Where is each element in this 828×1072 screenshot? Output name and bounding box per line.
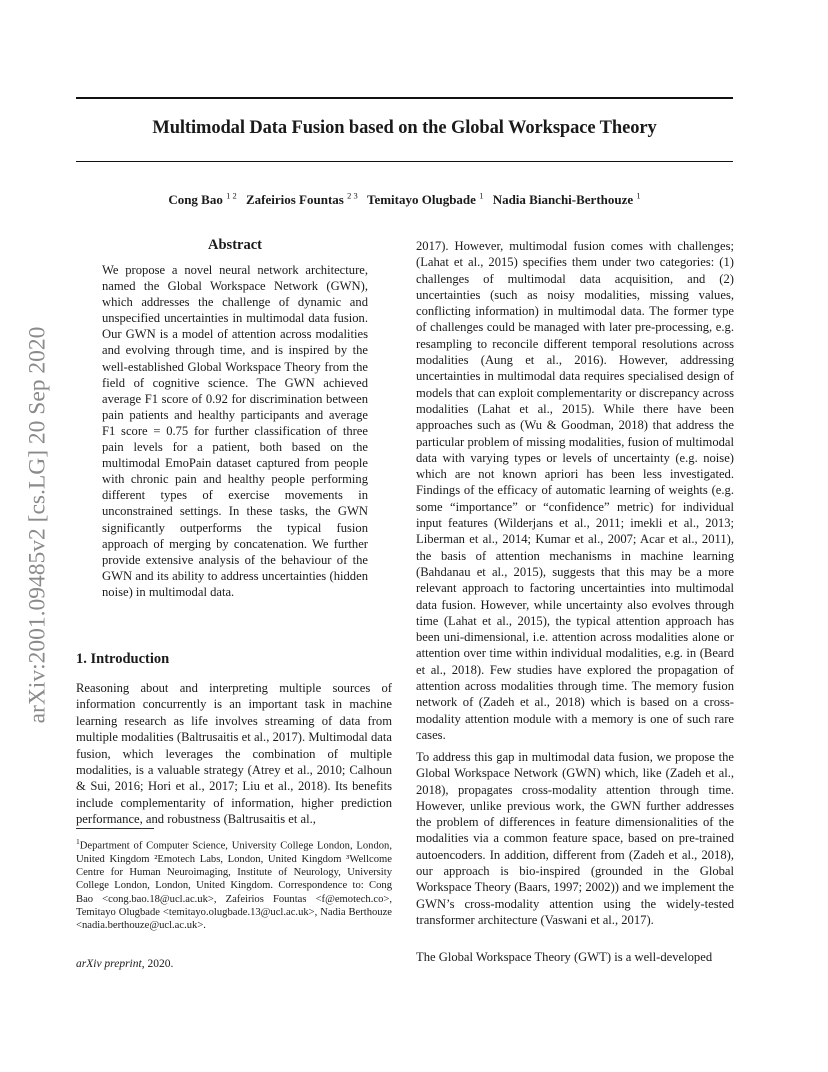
- footnote-text: Department of Computer Science, University College London, London, United Kingdom ²Emotech Labs, London, United Kingdom ³Wellcome Centre for Human Neuroimaging, Institute of Neurology, University College London, London, United Kingdom. Correspondence to: Cong Bao <cong.bao.18@ucl.ac.uk>, Zafeirios Fountas <f@emotech.co>, Temitayo Olugbade <temitayo.olugbade.13@ucl.ac.uk>, Nadia Berthouze <nadia.berthouze@ucl.ac.uk>.: [76, 840, 392, 932]
- preprint-year: , 2020.: [141, 958, 174, 970]
- preprint-note: [76, 958, 173, 970]
- author: [246, 192, 358, 207]
- author-list: [76, 191, 733, 208]
- intro-paragraph-left: Reasoning about and interpreting multiple sources of information concurrently is an important task in machine learning research as life involves streaming of data from multiple modalities (Baltrusaitis et al., 2017). Multimodal data fusion, which leverages the combination of multiple modalities, is a valuable strategy (Atrey et al., 2010; Calhoun & Sui, 2016; Hori et al., 2017; Liu et al., 2018). Its benefits include complementarity of information, higher prediction performance, and robustness (Baltrusaitis et al.,: [76, 681, 392, 827]
- author: [168, 192, 236, 207]
- title-rule-top: [76, 97, 733, 99]
- author-affiliation: 1: [479, 191, 484, 201]
- section-heading-introduction: 1. Introduction: [76, 651, 170, 667]
- author-name: Zafeirios Fountas: [245, 192, 344, 208]
- affiliation-footnote: [76, 835, 392, 933]
- footnote-rule: [76, 828, 154, 829]
- intro-paragraph-right-2: To address this gap in multimodal data fusion, we propose the Global Workspace Network (GWN) which, like (Zadeh et al., 2018), propagates cross-modality attention through time. However, unlike previous work, the GWN further addresses the problem of differences in feature dimensionalities of the modalities via a common feature space, based on pre-trained autoencoders. In addition, different from (Zadeh et al., 2018), our approach is bio-inspired (grounded in the Global Workspace Theory (Baars, 1997; 2002)) and we implement the GWN’s cross-modality attention using the widely-tested transformer architecture (Vaswani et al., 2017).: [416, 750, 734, 927]
- abstract-heading: Abstract: [208, 237, 262, 253]
- footnote-mark: 1: [76, 837, 80, 846]
- intro-paragraph-right-3: The Global Workspace Theory (GWT) is a well-developed: [416, 950, 713, 964]
- author-name: Temitayo Olugbade: [366, 192, 476, 208]
- author-affiliation: 1: [636, 191, 641, 201]
- preprint-label: arXiv preprint: [76, 958, 142, 970]
- paper-title: Multimodal Data Fusion based on the Global Workspace Theory: [152, 118, 657, 138]
- author-affiliation: 2 3: [347, 191, 358, 201]
- author-name: Nadia Bianchi-Berthouze: [492, 192, 634, 208]
- intro-paragraph-right-1: 2017). However, multimodal fusion comes with challenges; (Lahat et al., 2015) specifies them under two categories: (1) challenges of multimodal data acquisition, and (2) uncertainties (such as noisy modalities, missing values, conflicting information) in multimodal data. The former type of challenges could be managed with later pre-processing, e.g. resampling to reconcile different temporal resolutions across modalities (Aung et al., 2016). However, addressing uncertainties in multimodal data requires specialised design of models that can exploit complementarity or discrepancy across modalities (Lahat et al., 2015). While there have been approaches such as (Wu & Goodman, 2018) that address the particular problem of missing modalities, fusion of multimodal data with varying types or levels of uncertainty (e.g. noise) which are not known apriori has been less investigated. Findings of the efficacy of automatic learning of weights (e.g. some “importance” or “confidence” metric) for individual input features (Wilderjans et al., 2011; imekli et al., 2013; Liberman et al., 2014; Kumar et al., 2007; Acar et al., 2011), the basis of attention mechanisms in machine learning (Bahdanau et al., 2015), suggests that this may be a more relevant approach to factoring uncertainties into multimodal data fusion. However, while uncertainty also evolves through time (Lahat et al., 2015), the typical attention approach has been uni-dimensional, i.e. attention across modalities alone or attention over time within individual modalities, e.g. in (Beard et al., 2018). Few studies have explored the propagation of attention across modalities through time. The memory fusion network of (Zadeh et al., 2018) which is based on a cross-modality attention module with a memory is one of such rare cases.: [416, 239, 734, 742]
- author: [367, 192, 483, 207]
- author-affiliation: 1 2: [226, 191, 237, 201]
- arxiv-stamp: [18, 290, 58, 760]
- abstract-text: We propose a novel neural network architecture, named the Global Workspace Network (GWN), which addresses the challenge of dynamic and unspecified uncertainties in multimodal data fusion. Our GWN is a model of attention across modalities and evolving through time, and is inspired by the well-established Global Workspace Theory from the field of cognitive science. The GWN achieved average F1 score of 0.92 for discrimination between pain patients and healthy participants and average F1 score = 0.75 for further classification of three pain levels for a patient, both based on the multimodal EmoPain dataset captured from people with chronic pain and healthy people performing different types of exercise movements in unconstrained settings. In these tasks, the GWN significantly outperforms the typical fusion approach of merging by concatenation. We further provide extensive analysis of the behaviour of the GWN and its ability to address uncertainties (hidden noise) in multimodal data.: [102, 263, 368, 599]
- author-name: Cong Bao: [168, 192, 223, 208]
- title-rule-bottom: [76, 161, 733, 162]
- arxiv-stamp-text: arXiv:2001.09485v2 [cs.LG] 20 Sep 2020: [24, 326, 51, 724]
- author: [493, 192, 641, 207]
